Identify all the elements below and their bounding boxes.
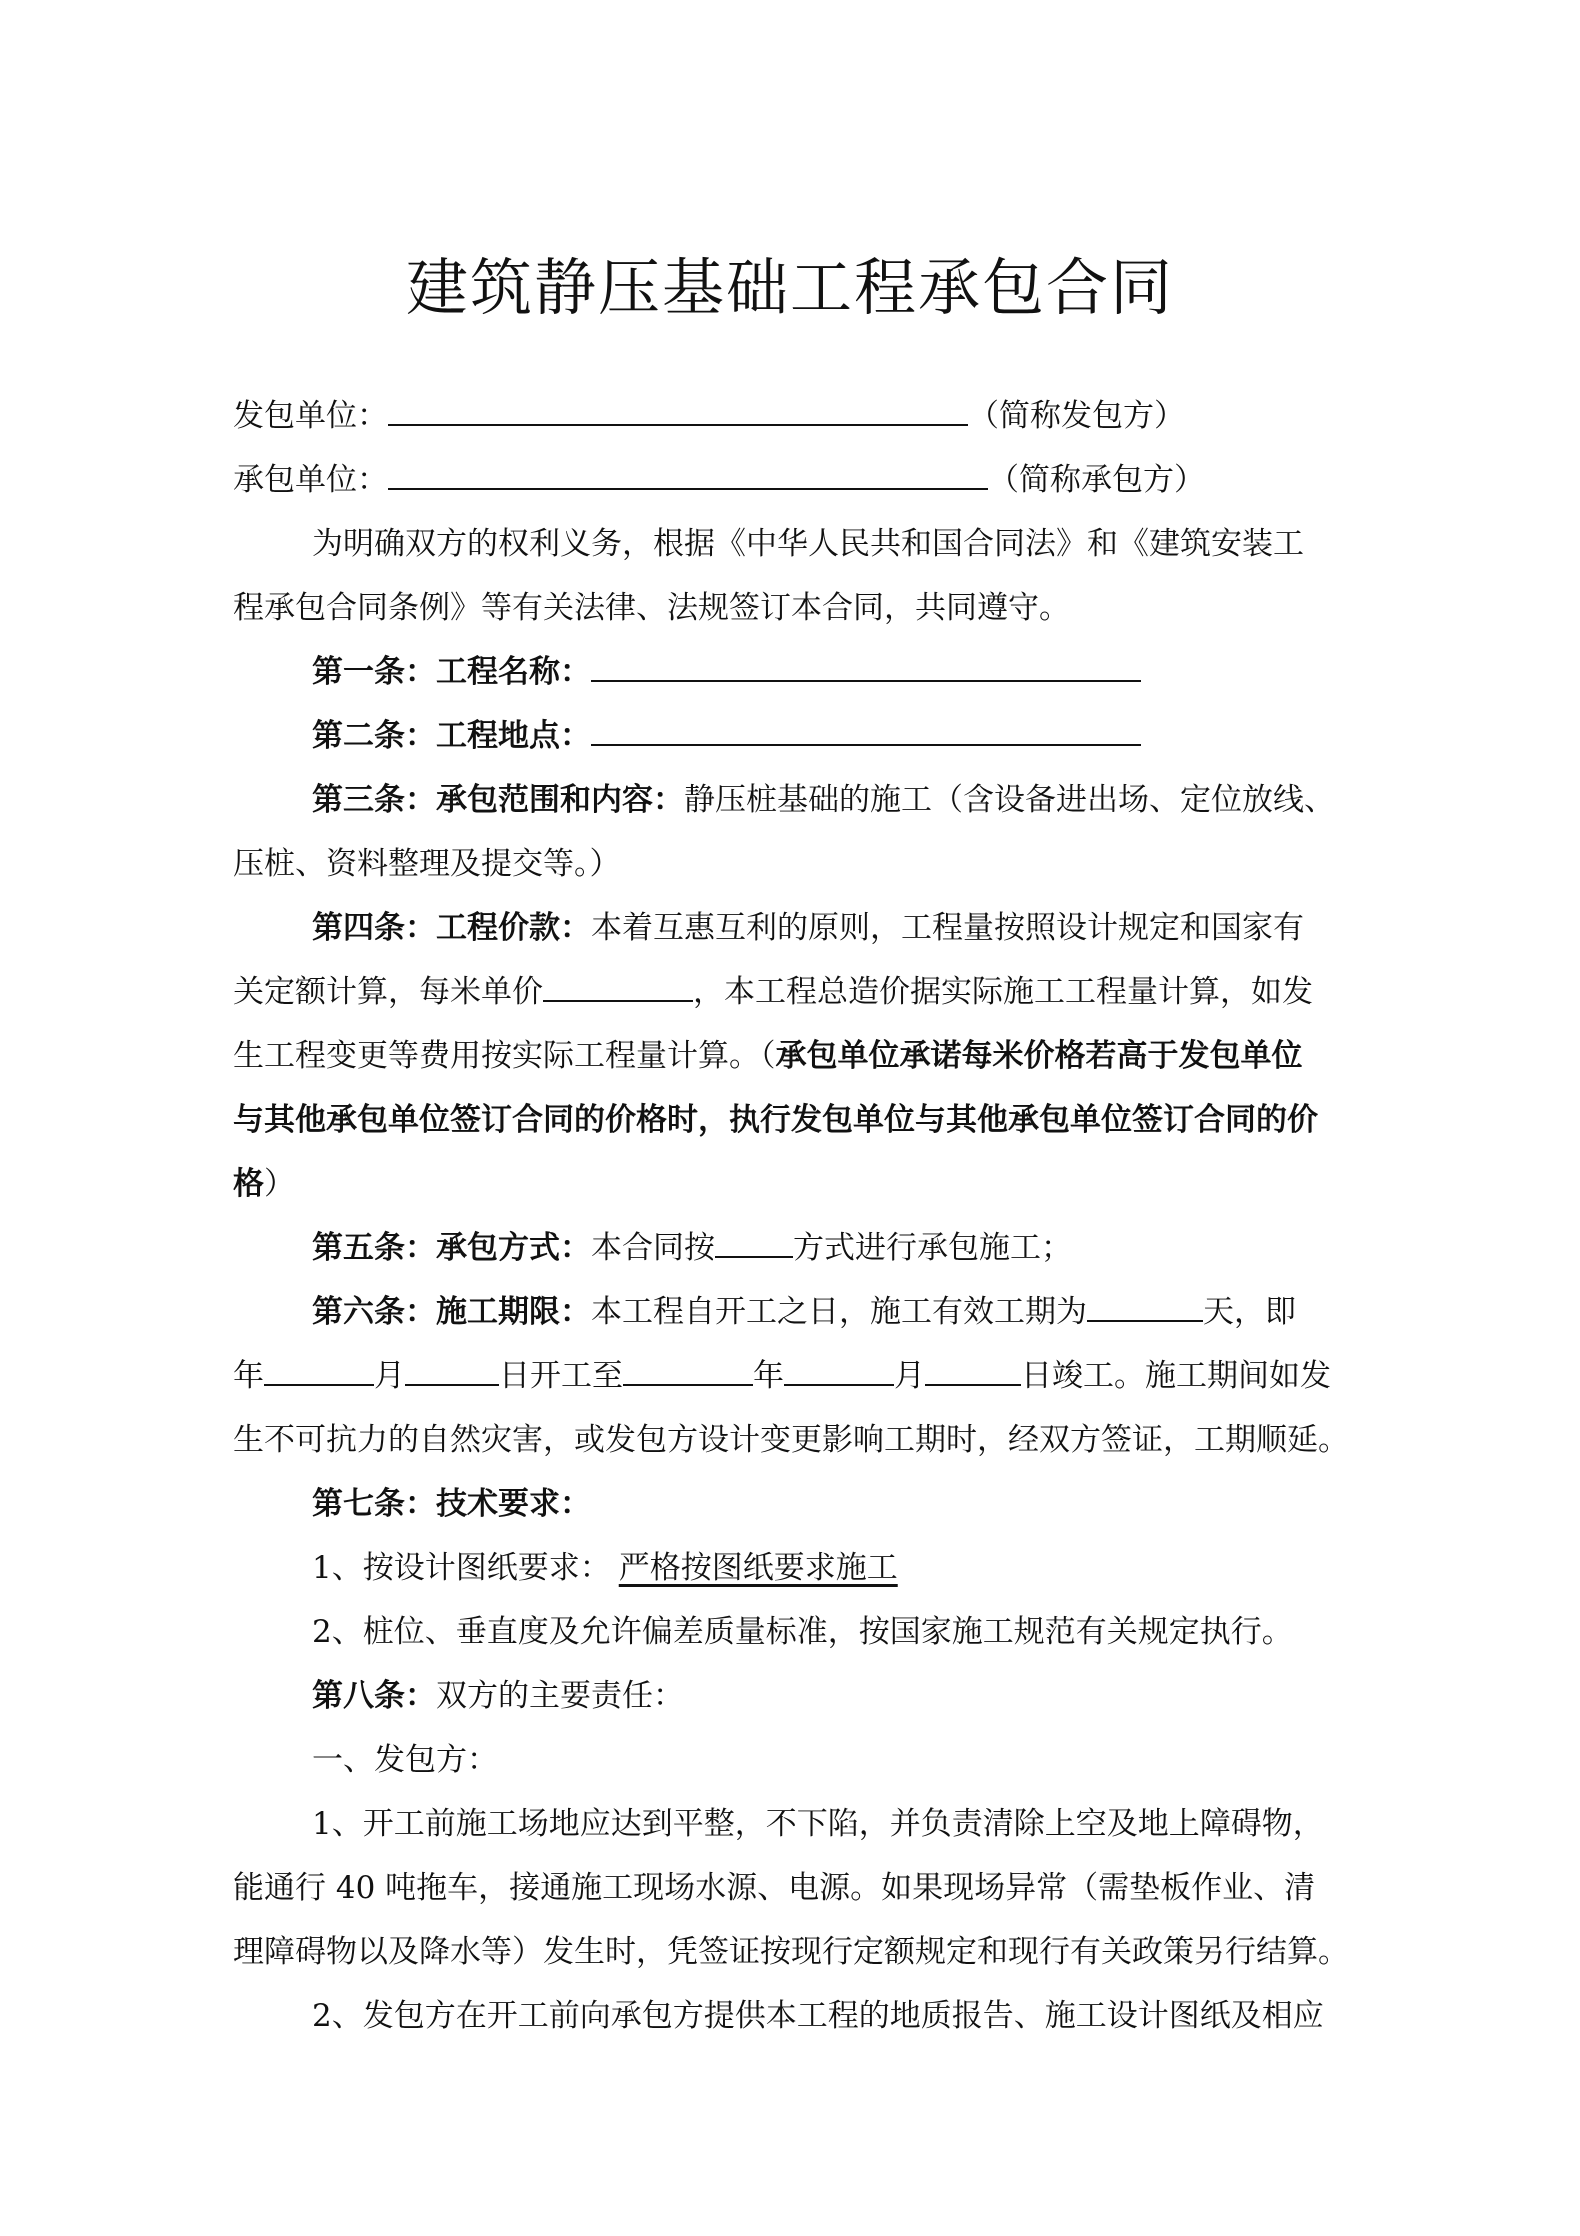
party-a-line	[233, 384, 1373, 448]
article-4-line-3	[233, 1024, 1373, 1088]
party-a-label: 发包单位：	[233, 398, 388, 434]
article-1-head: 第一条：工程名称：	[312, 654, 591, 690]
article-6-line-2	[233, 1344, 1373, 1408]
start-month-blank[interactable]	[405, 1348, 499, 1386]
start-day-label: 日开工至	[499, 1358, 623, 1394]
article-4-text-3a: 生工程变更等费用按实际工程量计算。（	[233, 1038, 776, 1074]
end-year-label: 年	[753, 1358, 784, 1394]
article-7-item-1-label: 1、按设计图纸要求：	[312, 1550, 611, 1586]
article-7-item-1	[312, 1536, 1392, 1600]
article-7-item-2: 2、桩位、垂直度及允许偏差质量标准，按国家施工规范有关规定执行。	[312, 1614, 1293, 1650]
article-8-item-1-line-2: 能通行 40 吨拖车，接通施工现场水源、电源。如果现场异常（需垫板作业、清	[233, 1870, 1316, 1906]
article-8-item-1-line-3: 理障碍物以及降水等）发生时，凭签证按现行定额规定和现行有关政策另行结算。	[233, 1934, 1349, 1970]
end-year-blank[interactable]	[623, 1348, 753, 1386]
document-title: 建筑静压基础工程承包合同	[405, 251, 1174, 324]
article-5-text-a: 本合同按	[591, 1230, 715, 1266]
article-8-sub-1: 一、发包方：	[312, 1742, 498, 1778]
article-8-item-2-line-1: 2、发包方在开工前向承包方提供本工程的地质报告、施工设计图纸及相应	[312, 1998, 1324, 2034]
end-month-label: 月	[894, 1358, 925, 1394]
article-4-bold-4: 与其他承包单位签订合同的价格时，执行发包单位与其他承包单位签订合同的价	[233, 1102, 1318, 1138]
article-7-head: 第七条：技术要求：	[312, 1486, 591, 1522]
article-4-text-2b: ，本工程总造价据实际施工工程量计算，如发	[693, 974, 1313, 1010]
party-b-label: 承包单位：	[233, 462, 388, 498]
duration-days-blank[interactable]	[1087, 1284, 1203, 1322]
article-8-head-line	[312, 1664, 1392, 1728]
article-4-line-2	[233, 960, 1373, 1024]
article-4-text-2a: 关定额计算，每米单价	[233, 974, 543, 1010]
article-4-head: 第四条：工程价款：	[312, 910, 591, 946]
article-5	[312, 1216, 1392, 1280]
article-3-text-1: 静压桩基础的施工（含设备进出场、定位放线、	[684, 782, 1335, 818]
party-a-suffix: （简称发包方）	[968, 398, 1185, 434]
article-8-head-rest: 双方的主要责任：	[436, 1678, 684, 1714]
article-4-line-5	[233, 1152, 1373, 1216]
project-location-blank[interactable]	[591, 708, 1141, 746]
article-6-head: 第六条：施工期限：	[312, 1294, 591, 1330]
start-month-label: 月	[374, 1358, 405, 1394]
project-name-blank[interactable]	[591, 644, 1141, 682]
article-4-line-1	[312, 896, 1392, 960]
article-5-text-b: 方式进行承包施工；	[793, 1230, 1072, 1266]
unit-price-blank[interactable]	[543, 964, 693, 1002]
article-3-line-1	[312, 768, 1392, 832]
preamble-line-2: 程承包合同条例》等有关法律、法规签订本合同，共同遵守。	[233, 590, 1070, 626]
end-day-blank[interactable]	[925, 1348, 1021, 1386]
article-6-text-1b: 天，即	[1203, 1294, 1296, 1330]
preamble-line-1: 为明确双方的权利义务，根据《中华人民共和国合同法》和《建筑安装工	[312, 526, 1304, 562]
start-year-blank[interactable]	[264, 1348, 374, 1386]
article-6-line-1	[312, 1280, 1392, 1344]
party-b-suffix: （简称承包方）	[988, 462, 1205, 498]
article-2-head: 第二条：工程地点：	[312, 718, 591, 754]
article-2	[312, 704, 1392, 768]
article-6-text-1a: 本工程自开工之日，施工有效工期为	[591, 1294, 1087, 1330]
article-8-head: 第八条：	[312, 1678, 436, 1714]
article-7-item-1-value: 严格按图纸要求施工	[618, 1550, 898, 1586]
article-1	[312, 640, 1392, 704]
article-8-item-1-line-1: 1、开工前施工场地应达到平整，不下陷，并负责清除上空及地上障碍物，	[312, 1806, 1324, 1842]
party-b-line	[233, 448, 1373, 512]
end-day-label: 日竣工。施工期间如发	[1021, 1358, 1331, 1394]
article-4-bold-5: 格	[233, 1166, 264, 1202]
article-4-text-5: ）	[264, 1166, 295, 1202]
start-year-label: 年	[233, 1358, 264, 1394]
article-3-head: 第三条：承包范围和内容：	[312, 782, 684, 818]
article-5-head: 第五条：承包方式：	[312, 1230, 591, 1266]
article-4-text-1: 本着互惠互利的原则，工程量按照设计规定和国家有	[591, 910, 1304, 946]
end-month-blank[interactable]	[784, 1348, 894, 1386]
article-6-line-3: 生不可抗力的自然灾害，或发包方设计变更影响工期时，经双方签证，工期顺延。	[233, 1422, 1349, 1458]
article-4-bold-3: 承包单位承诺每米价格若高于发包单位	[775, 1038, 1303, 1074]
article-3-line-2: 压桩、资料整理及提交等。）	[233, 846, 621, 882]
party-a-blank[interactable]	[388, 388, 968, 426]
contract-mode-blank[interactable]	[715, 1220, 793, 1258]
party-b-blank[interactable]	[388, 452, 988, 490]
